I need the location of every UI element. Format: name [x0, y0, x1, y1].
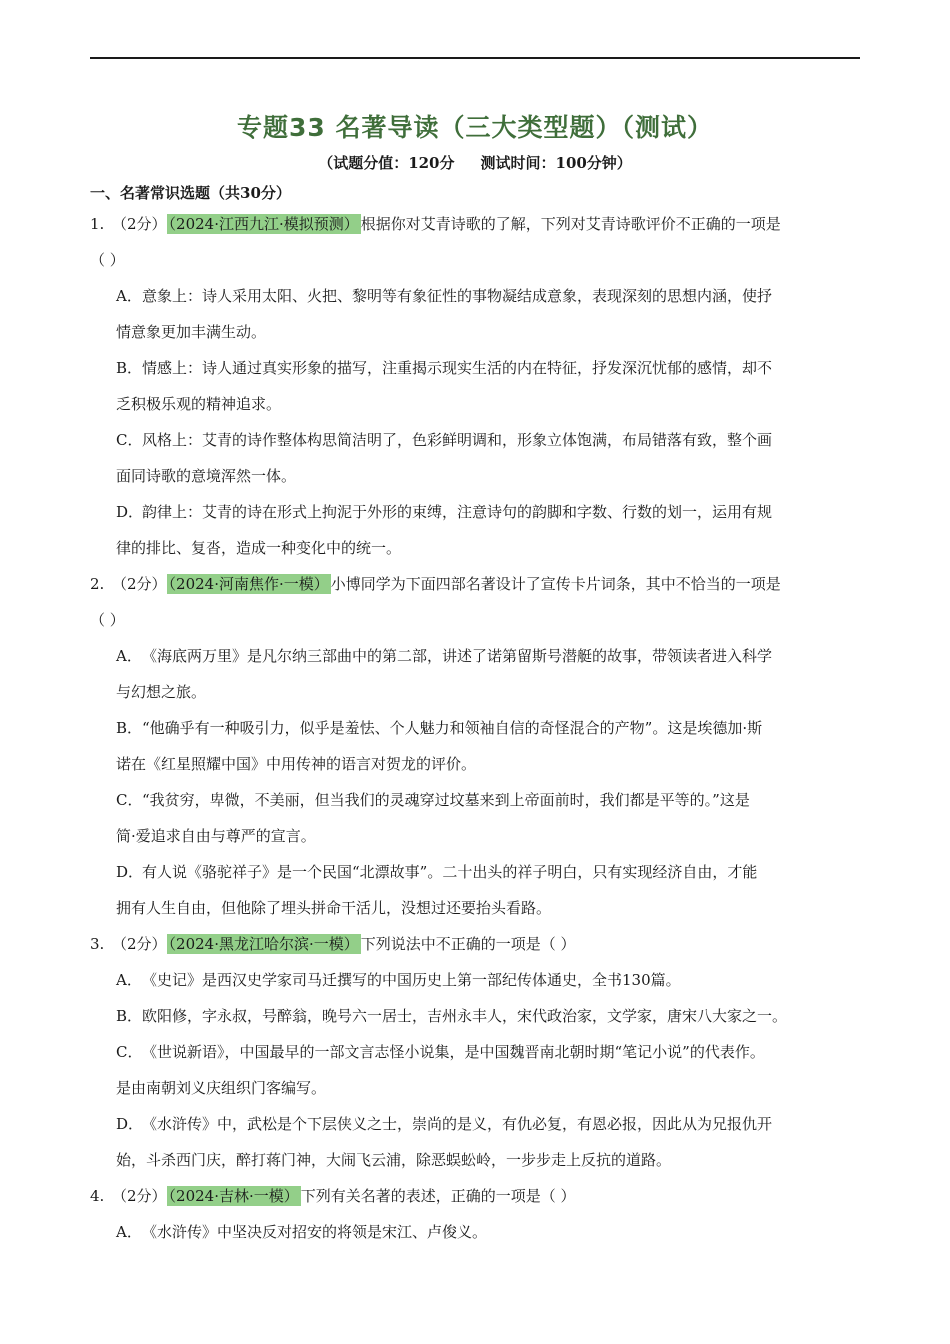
question-2 [90, 566, 862, 638]
option-text-cont: 面同诗歌的意境浑然一体。 [116, 467, 297, 485]
option-a [90, 638, 862, 710]
question-3 [90, 926, 862, 962]
section-heading: 一、名著常识选题（共30分） [90, 184, 291, 202]
score-label: （试题分值：120分 [318, 154, 455, 172]
question-number: 2. [90, 575, 105, 593]
option-text: 《水浒传》中坚决反对招安的将领是宋江、卢俊义。 [142, 1223, 488, 1241]
option-text: 风格上：艾青的诗作整体构思简洁明了，色彩鲜明调和，形象立体饱满，布局错落有致，整个画 [142, 431, 773, 449]
exam-info [0, 152, 950, 173]
option-letter: A． [116, 647, 142, 665]
option-text-cont: 诺在《红星照耀中国》中用传神的语言对贺龙的评价。 [116, 755, 477, 773]
document-body [90, 182, 862, 1250]
question-points: （2分） [112, 215, 167, 233]
option-letter: C． [116, 791, 143, 809]
option-text: 《海底两万里》是凡尔纳三部曲中的第二部，讲述了诺第留斯号潜艇的故事，带领读者进入科学 [142, 647, 773, 665]
option-letter: A． [116, 971, 142, 989]
option-letter: B． [116, 359, 143, 377]
time-label: 测试时间：100分钟） [480, 154, 632, 172]
option-a [90, 962, 862, 998]
option-b [90, 350, 862, 422]
option-letter: D． [116, 1115, 144, 1133]
question-stem: 根据你对艾青诗歌的了解，下列对艾青诗歌评价不正确的一项是 [360, 215, 781, 233]
question-stem: 下列说法中不正确的一项是（ ） [360, 935, 576, 953]
question-stem: 小博同学为下面四部名著设计了宣传卡片词条，其中不恰当的一项是 [330, 575, 781, 593]
option-text-cont: 拥有人生自由，但他除了埋头拼命干活儿，没想过还要抬头看路。 [116, 899, 552, 917]
answer-paren: （ ） [90, 251, 125, 269]
option-text-cont: 乏积极乐观的精神追求。 [116, 395, 282, 413]
option-b [90, 710, 862, 782]
question-number: 3. [90, 935, 105, 953]
option-text: 《水浒传》中，武松是个下层侠义之士，崇尚的是义，有仇必复，有恩必报，因此从为兄报仇开 [142, 1115, 773, 1133]
question-stem: 下列有关名著的表述，正确的一项是（ ） [300, 1187, 576, 1205]
option-text: 有人说《骆驼祥子》是一个民国“北漂故事”。二十出头的祥子明白，只有实现经济自由，才能 [142, 863, 758, 881]
option-letter: B． [116, 719, 143, 737]
option-text: “他确乎有一种吸引力，似乎是羞怯、个人魅力和领袖自信的奇怪混合的产物”。这是埃德加·斯 [142, 719, 763, 737]
option-letter: A． [116, 1223, 142, 1241]
option-c [90, 1034, 862, 1106]
option-text-cont: 始，斗杀西门庆，醉打蒋门神，大闹飞云浦，除恶蜈蚣岭，一步步走上反抗的道路。 [116, 1151, 672, 1169]
option-c [90, 782, 862, 854]
source-tag: （2024·吉林·一模） [168, 1187, 299, 1205]
question-points: （2分） [112, 575, 167, 593]
option-letter: B． [116, 1007, 143, 1025]
option-text: 《世说新语》，中国最早的一部文言志怪小说集，是中国魏晋南北朝时期“笔记小说”的代表作。 [142, 1043, 765, 1061]
option-letter: C． [116, 1043, 143, 1061]
question-number: 4. [90, 1187, 105, 1205]
page-title: 专题33 名著导读（三大类型题）（测试） [237, 113, 713, 142]
source-tag: （2024·河南焦作·一模） [168, 575, 329, 593]
option-text: 《史记》是西汉史学家司马迁撰写的中国历史上第一部纪传体通史，全书130篇。 [142, 971, 681, 989]
option-d [90, 1106, 862, 1178]
option-text-cont: 律的排比、复沓，造成一种变化中的统一。 [116, 539, 402, 557]
option-a [90, 1214, 862, 1250]
option-b [90, 998, 862, 1034]
option-text-cont: 与幻想之旅。 [116, 683, 207, 701]
source-tag: （2024·江西九江·模拟预测） [168, 215, 359, 233]
question-number: 1. [90, 215, 105, 233]
option-letter: A． [116, 287, 142, 305]
option-d [90, 854, 862, 926]
option-text-cont: 情意象更加丰满生动。 [116, 323, 267, 341]
option-text: 韵律上：艾青的诗在形式上拘泥于外形的束缚，注意诗句的韵脚和字数、行数的划一，运用有规 [142, 503, 773, 521]
header-rule [90, 57, 860, 59]
option-text: 意象上：诗人采用太阳、火把、黎明等有象征性的事物凝结成意象，表现深刻的思想内涵，使抒 [142, 287, 773, 305]
option-text: 欧阳修，字永叔，号醉翁，晚号六一居士，吉州永丰人，宋代政治家，文学家，唐宋八大家之一。 [142, 1007, 788, 1025]
option-text: 情感上：诗人通过真实形象的描写，注重揭示现实生活的内在特征，抒发深沉忧郁的感情，却不 [142, 359, 773, 377]
answer-paren: （ ） [90, 611, 125, 629]
question-1 [90, 206, 862, 278]
option-letter: D． [116, 503, 144, 521]
question-points: （2分） [112, 1187, 167, 1205]
source-tag: （2024·黑龙江哈尔滨·一模） [168, 935, 359, 953]
option-text-cont: 简·爱追求自由与尊严的宣言。 [116, 827, 316, 845]
option-letter: C． [116, 431, 143, 449]
option-text: “我贫穷，卑微，不美丽，但当我们的灵魂穿过坟墓来到上帝面前时，我们都是平等的。”这是 [142, 791, 750, 809]
question-points: （2分） [112, 935, 167, 953]
option-a [90, 278, 862, 350]
question-4 [90, 1178, 862, 1214]
option-letter: D． [116, 863, 144, 881]
option-d [90, 494, 862, 566]
option-text-cont: 是由南朝刘义庆组织门客编写。 [116, 1079, 327, 1097]
option-c [90, 422, 862, 494]
